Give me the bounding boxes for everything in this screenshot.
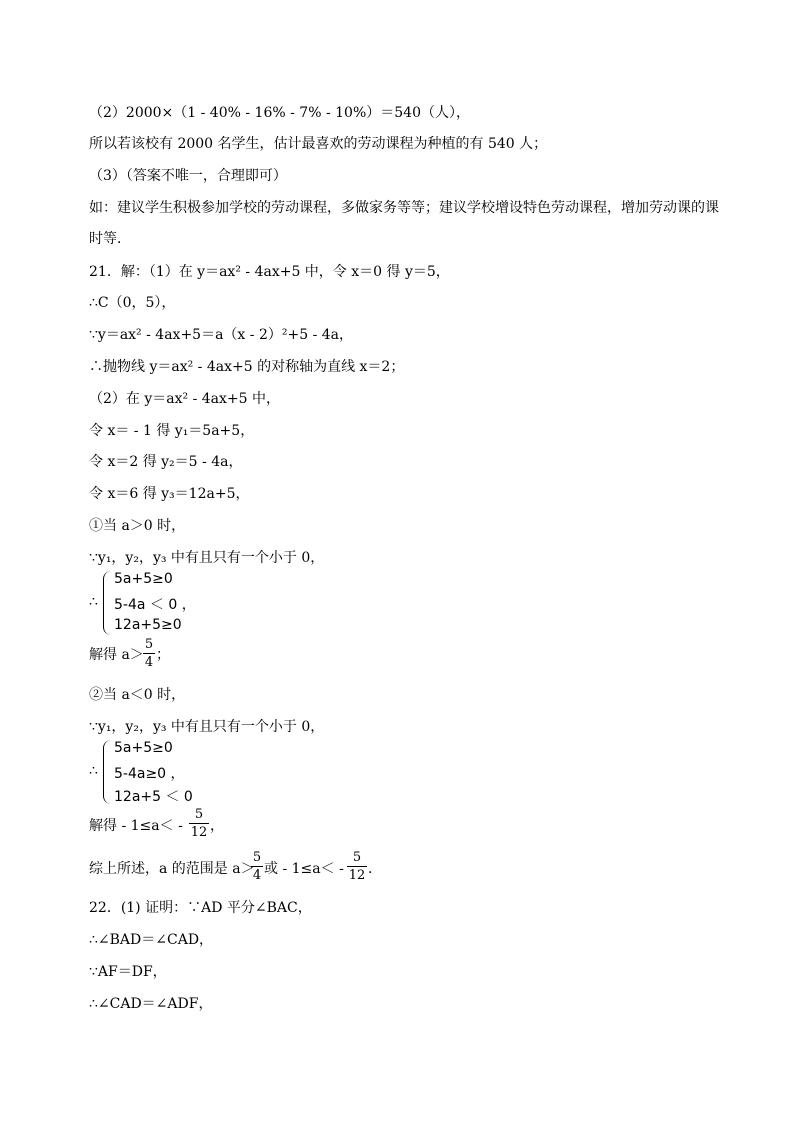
fraction: 5 12 bbox=[190, 807, 208, 840]
text-line: 令 x＝2 得 y₂＝5 - 4a， bbox=[89, 454, 243, 470]
system-row: 12a+5 ＜ 0 bbox=[114, 789, 193, 805]
text-line: ∴抛物线 y＝ax² - 4ax+5 的对称轴为直线 x＝2； bbox=[89, 359, 405, 375]
text-line: ∵y₁，y₂，y₃ 中有且只有一个小于 0， bbox=[89, 550, 325, 566]
text-line: ②当 a＜0 时， bbox=[89, 687, 186, 703]
text-line: （3）（答案不唯一，合理即可） bbox=[89, 168, 287, 184]
text-line: ∵y₁，y₂，y₃ 中有且只有一个小于 0， bbox=[89, 719, 325, 735]
text-line: 解得 a＞ bbox=[89, 647, 144, 663]
text-line: 令 x＝ - 1 得 y₁＝5a+5， bbox=[89, 423, 255, 439]
fraction: 5 4 bbox=[144, 637, 154, 670]
text-line: 或 - 1≤a＜ - bbox=[264, 861, 344, 877]
fraction: 5 12 bbox=[348, 850, 366, 883]
punctuation: ； bbox=[156, 647, 170, 663]
punctuation: ． bbox=[368, 861, 382, 877]
text-line: 时等． bbox=[89, 231, 131, 247]
text-line: ∵y＝ax² - 4ax+5＝a（x - 2）²+5 - 4a， bbox=[89, 327, 354, 343]
text-line: 综上所述，a 的范围是 a＞ bbox=[89, 861, 255, 877]
system-row: 5a+5≥0 bbox=[114, 740, 173, 756]
fraction: 5 4 bbox=[252, 850, 262, 883]
system-row: 5-4a≥0 ， bbox=[114, 766, 185, 782]
punctuation: ， bbox=[210, 818, 224, 834]
text-line: ∴∠CAD＝∠ADF， bbox=[89, 996, 213, 1012]
text-line: 所以若该校有 2000 名学生，估计最喜欢的劳动课程为种植的有 540 人； bbox=[89, 136, 548, 152]
therefore-symbol: ∴ bbox=[89, 763, 98, 779]
therefore-symbol: ∴ bbox=[89, 594, 98, 610]
left-brace bbox=[103, 740, 114, 804]
text-line: ∵AF＝DF， bbox=[89, 964, 167, 980]
text-line: 令 x＝6 得 y₃＝12a+5， bbox=[89, 486, 250, 502]
system-row: 12a+5≥0 bbox=[114, 617, 182, 633]
text-line: （2）在 y＝ax² - 4ax+5 中， bbox=[89, 391, 280, 407]
text-line: ∴∠BAD＝∠CAD， bbox=[89, 932, 214, 948]
text-line: （2）2000×（1 - 40% - 16% - 7% - 10%）＝540（人）， bbox=[89, 105, 470, 121]
left-brace bbox=[103, 571, 114, 635]
text-line: 22．(1) 证明：∵AD 平分∠BAC， bbox=[89, 900, 312, 916]
text-line: 21．解：（1）在 y＝ax² - 4ax+5 中，令 x＝0 得 y＝5， bbox=[89, 264, 450, 280]
system-row: 5a+5≥0 bbox=[114, 571, 173, 587]
text-line: ①当 a＞0 时， bbox=[89, 518, 186, 534]
system-row: 5-4a ＜ 0 ， bbox=[114, 597, 196, 613]
text-line: ∴C（0，5）， bbox=[89, 295, 176, 311]
text-line: 如：建议学生积极参加学校的劳动课程，多做家务等等；建议学校增设特色劳动课程，增加劳动课的课 bbox=[89, 200, 719, 216]
text-line: 解得 - 1≤a＜ - bbox=[89, 818, 183, 834]
